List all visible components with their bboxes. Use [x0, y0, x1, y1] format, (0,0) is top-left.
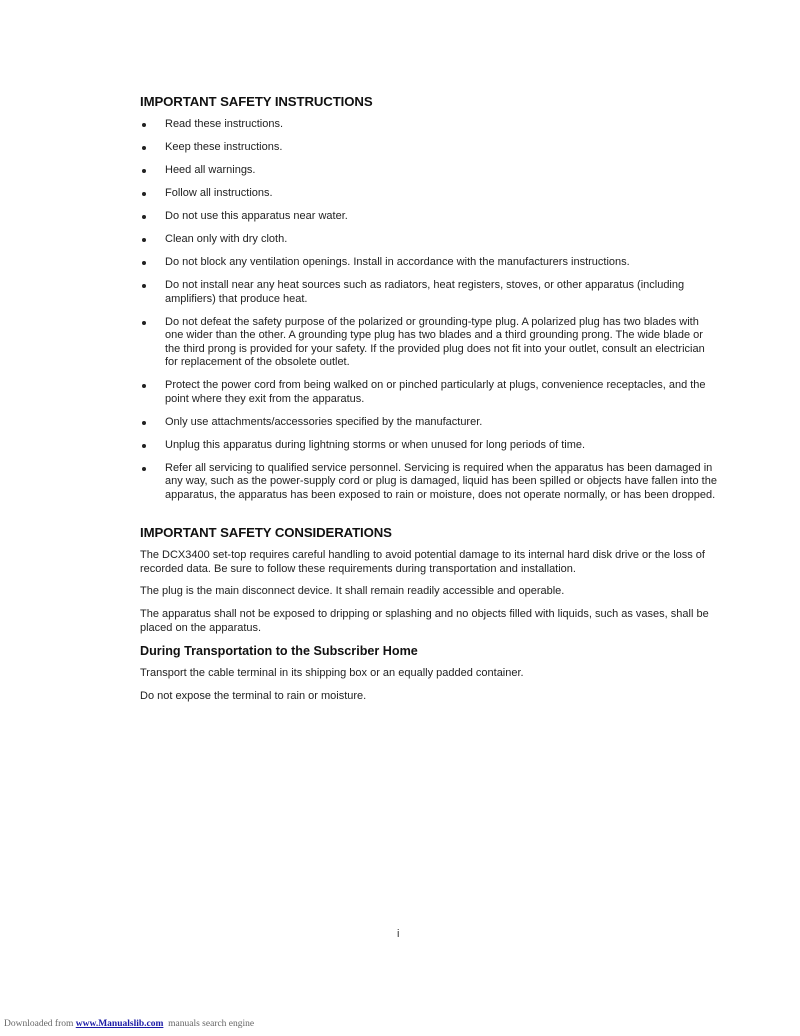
list-item: Do not defeat the safety purpose of the polarized or grounding-type plug. A polarized plug has two blades with one wider than the other. A grounding type plug has two blades and a third grounding prong. The wide blade or the third prong is provided for your safety. If the provided plug does not fit into your outlet, consult an electrician for replacement of the obsolete outlet.	[140, 316, 720, 370]
transportation-paragraph: Do not expose the terminal to rain or moisture.	[140, 690, 367, 702]
safety-considerations-heading: IMPORTANT SAFETY CONSIDERATIONS	[140, 525, 392, 540]
bullet-icon	[142, 384, 146, 388]
list-item: Do not install near any heat sources such as radiators, heat registers, stoves, or other apparatus (including amplifiers) that produce heat.	[140, 279, 720, 306]
list-item: Clean only with dry cloth.	[140, 233, 720, 247]
bullet-icon	[142, 444, 146, 448]
considerations-paragraph: The apparatus shall not be exposed to dripping or splashing and no objects filled with liquids, such as vases, shall be placed on the apparatus.	[140, 608, 709, 634]
download-footer: Downloaded from www.Manualslib.com manuals search engine	[4, 1019, 255, 1029]
transportation-heading: During Transportation to the Subscriber Home	[140, 644, 418, 658]
bullet-icon	[142, 421, 146, 425]
bullet-icon	[142, 123, 146, 127]
list-item: Refer all servicing to qualified service personnel. Servicing is required when the apparatus has been damaged in any way, such as the power-supply cord or plug is damaged, liquid has been spilled or objects have fallen into the apparatus, the apparatus has been exposed to rain or moisture, does not operate normally, or has been dropped.	[140, 462, 720, 503]
bullet-icon	[142, 192, 146, 196]
bullet-icon	[142, 146, 146, 150]
bullet-icon	[142, 238, 146, 242]
bullet-icon	[142, 215, 146, 219]
page-number: i	[397, 928, 400, 940]
list-item: Keep these instructions.	[140, 141, 720, 155]
list-item: Unplug this apparatus during lightning storms or when unused for long periods of time.	[140, 439, 720, 453]
list-item: Protect the power cord from being walked on or pinched particularly at plugs, convenience receptacles, and the point where they exit from the apparatus.	[140, 379, 720, 406]
manualslib-link[interactable]: www.Manualslib.com	[75, 1019, 164, 1029]
bullet-icon	[142, 261, 146, 265]
list-item: Only use attachments/accessories specified by the manufacturer.	[140, 416, 720, 430]
bullet-icon	[142, 467, 146, 471]
list-item: Follow all instructions.	[140, 187, 720, 201]
bullet-icon	[142, 169, 146, 173]
bullet-icon	[142, 321, 146, 325]
transportation-paragraph: Transport the cable terminal in its shipping box or an equally padded container.	[140, 667, 524, 679]
considerations-paragraph: The DCX3400 set-top requires careful handling to avoid potential damage to its internal hard disk drive or the loss of recorded data. Be sure to follow these requirements during transportation and installation.	[140, 549, 705, 575]
considerations-paragraph: The plug is the main disconnect device. It shall remain readily accessible and operable.	[140, 585, 565, 597]
list-item: Do not use this apparatus near water.	[140, 210, 720, 224]
safety-instructions-list	[140, 118, 720, 502]
list-item: Read these instructions.	[140, 118, 720, 132]
bullet-icon	[142, 284, 146, 288]
safety-instructions-heading: IMPORTANT SAFETY INSTRUCTIONS	[140, 94, 373, 109]
list-item: Heed all warnings.	[140, 164, 720, 178]
list-item: Do not block any ventilation openings. Install in accordance with the manufacturers instructions.	[140, 256, 720, 270]
